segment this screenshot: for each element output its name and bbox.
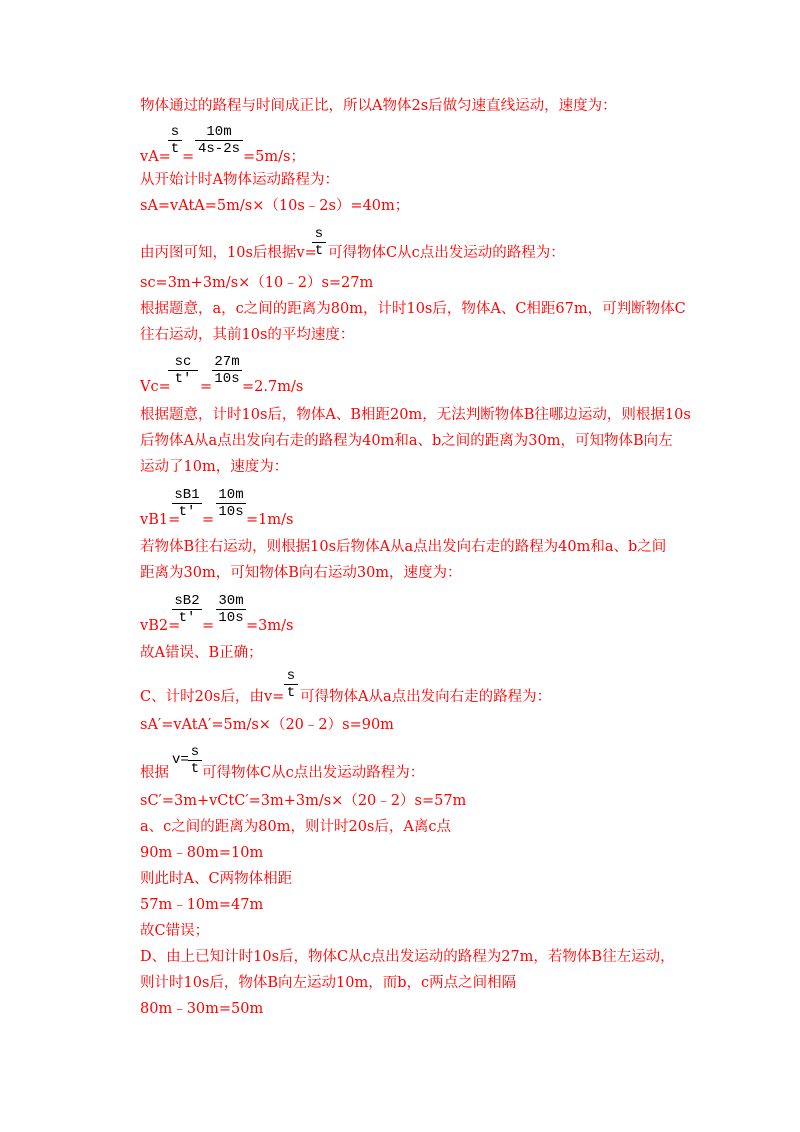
text-line: C、计时20s后，由v= <box>140 689 285 705</box>
text-line: 根据题意，计时10s后，物体A、B相距20m，无法判断物体B往哪边运动，则根据10s <box>140 407 691 423</box>
text-line: 则计时10s后，物体B向左运动10m，而b，c两点之间相隔 <box>140 975 517 991</box>
formula-result: =2.7m/s <box>242 379 304 395</box>
text-line: 后物体A从a点出发向右走的路程为40m和a、b之间的距离为30m，可知物体B向左 <box>140 433 673 449</box>
text-line: 故C错误； <box>140 923 210 939</box>
text-line: D、由上已知计时10s后，物体C从c点出发运动的路程为27m，若物体B往左运动， <box>140 949 675 965</box>
text-line: 可得物体C从c点出发运动路程为： <box>202 765 425 781</box>
text-line: sc=3m+3m/s×（10﹣2）s=27m <box>140 275 374 291</box>
text-line: 从开始计时A物体运动路程为： <box>140 172 339 188</box>
fraction: sc t′ <box>168 354 198 387</box>
formula-vc <box>140 354 540 398</box>
numerator: s <box>170 124 180 140</box>
formula-va <box>140 124 540 168</box>
text-line: a、c之间的距离为80m，则计时20s后，A离c点 <box>140 819 451 835</box>
denominator: 4s-2s <box>197 141 240 157</box>
formula-vb1 <box>140 487 540 531</box>
text-line: sA′=vAtA′=5m/s×（20﹣2）s=90m <box>140 717 394 733</box>
formula-result: =5m/s； <box>243 149 305 165</box>
text-line: 可得物体A从a点出发向右走的路程为： <box>300 689 552 705</box>
text-line: 90m﹣80m=10m <box>140 845 264 861</box>
text-line: 则此时A、C两物体相距 <box>140 871 293 887</box>
text-line: 根据题意，a，c之间的距离为80m，计时10s后，物体A、C相距67m，可判断物体C <box>140 301 686 317</box>
fraction: s t <box>312 226 326 259</box>
text-line: 故A错误、B正确； <box>140 645 263 661</box>
fraction: 30m 10s <box>216 593 246 626</box>
fraction: s t <box>284 668 298 701</box>
equals: = <box>202 618 215 634</box>
text-line: sA=vAtA=5m/s×（10s﹣2s）=40m； <box>140 198 410 214</box>
formula-lhs: vB2= <box>140 618 181 634</box>
formula-vb2 <box>140 593 540 637</box>
text-line: 往右运动，其前10s的平均速度： <box>140 327 355 343</box>
inline-formula-line <box>140 744 700 784</box>
denominator: t <box>170 141 180 157</box>
text-line: 57m﹣10m=47m <box>140 897 264 913</box>
formula-lhs: vB1= <box>140 512 181 528</box>
inline-formula-line <box>140 668 700 708</box>
text-line: 由丙图可知，10s后根据v= <box>140 245 317 261</box>
formula-result: =1m/s <box>246 512 294 528</box>
numerator: 10m <box>206 124 232 140</box>
equals: = <box>200 379 213 395</box>
formula-result: =3m/s <box>246 618 294 634</box>
fraction: sB2 t′ <box>172 593 202 626</box>
fraction: sB1 t′ <box>172 487 202 520</box>
text-line: 运动了10m，速度为： <box>140 459 289 475</box>
fraction: s t <box>188 744 202 777</box>
text-line: sC′=3m+vCtC′=3m+3m/s×（20﹣2）s=57m <box>140 793 467 809</box>
text-line: 距离为30m，可知物体B向右运动30m，速度为： <box>140 565 462 581</box>
text-line: 物体通过的路程与时间成正比，所以A物体2s后做匀速直线运动，速度为： <box>140 98 617 114</box>
formula-lhs: vA= <box>140 149 171 165</box>
text-line: 可得物体C从c点出发运动的路程为： <box>328 245 565 261</box>
text-line: 根据 <box>140 765 169 781</box>
fraction: 27m 10s <box>212 354 242 387</box>
text-line: 80m﹣30m=50m <box>140 1001 264 1017</box>
fraction: 10m 10s <box>216 487 246 520</box>
equals: = <box>202 512 215 528</box>
fraction <box>195 124 243 157</box>
text-line: 若物体B往右运动，则根据10s后物体A从a点出发向右走的路程为40m和a、b之间 <box>140 539 667 555</box>
inline-formula-line <box>140 226 700 266</box>
formula-lhs: Vc= <box>140 379 171 395</box>
equals: = <box>182 149 195 165</box>
inline-v: v= <box>172 752 189 768</box>
